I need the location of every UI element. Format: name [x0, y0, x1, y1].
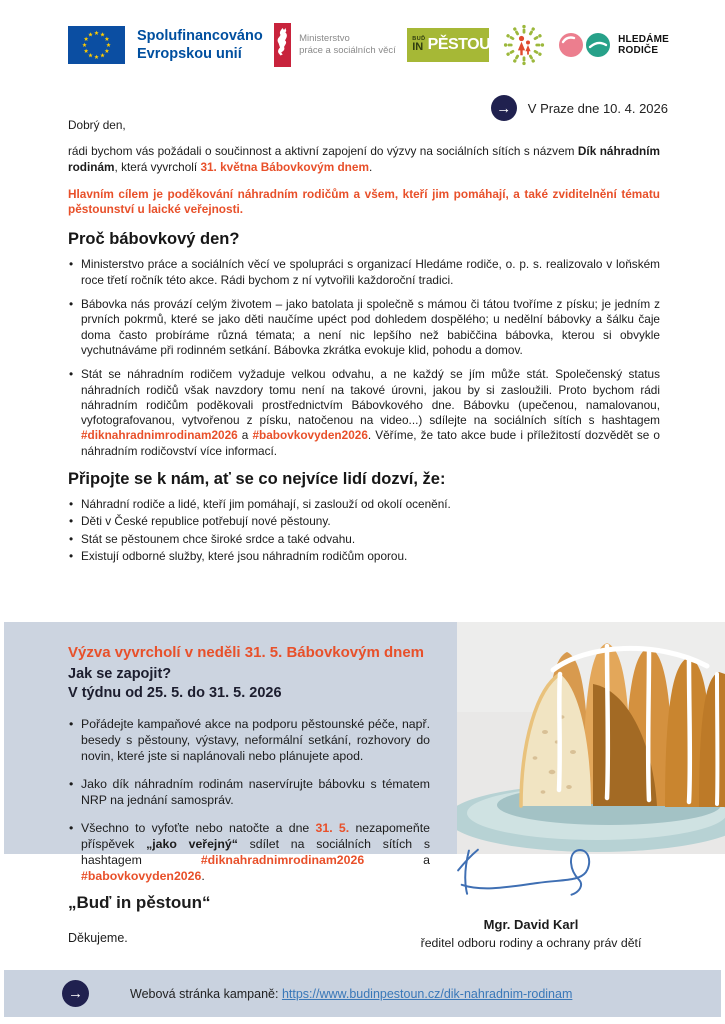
- why-bullet-3-sep: a: [237, 428, 253, 443]
- mpsv-logo-text: [299, 33, 396, 58]
- thanks-text: Děkujeme.: [68, 931, 128, 945]
- header-logos: [68, 22, 669, 68]
- eu-logo-line2: Evropskou unií: [137, 46, 242, 62]
- callout-bullet-1-text: Pořádejte kampaňové akce na podporu pěstounské péče, např. besedy s pěstouny, výstavy, neformální setkání, rozhovory do novin, které jste si naplánovali nebo plánujete apod.: [81, 717, 430, 763]
- why-bullet-3-pre: Stát se náhradním rodičem vyžaduje velkou odvahu, a ne každý se jím může stát. Společenský status náhradních rodičů však navzdory tomu není na takové úrovni, jakou by si zasloužili. Proto bychom rádi náhradním rodičům poděkovali prostřednictvím Bábovkového dne. Bábovku (upečenou, namalovanou, vyfotografovanou, vytvořenou z písku, natočenou na video...) sdílejte na sociálních sítích s hashtagem: [81, 367, 660, 428]
- callout-b3-post: .: [201, 869, 205, 883]
- join-bullet-4-text: Existují odborné služby, které jsou náhradním rodičům oporou.: [81, 548, 408, 563]
- bundt-cake-illustration: [457, 622, 725, 854]
- pestoun-logo-in: IN: [412, 41, 424, 54]
- join-bullet-3-text: Stát se pěstounem chce široké srdce a také odvahu.: [81, 531, 356, 546]
- why-bullet-list: [68, 257, 660, 459]
- join-bullet-2: [68, 514, 660, 529]
- pestoun-logo-bud: BUĎ: [412, 35, 426, 42]
- dateline-text: V Praze dne 10. 4. 2026: [527, 100, 668, 116]
- family-circle-logo-icon: [501, 22, 547, 68]
- arrow-right-icon: →: [62, 980, 89, 1007]
- footer-text: [130, 987, 572, 1001]
- join-bullet-1-text: Náhradní rodiče a lidé, kteří jim pomáhají, si zaslouží od okolí ocenění.: [81, 497, 451, 512]
- mpsv-logo: [274, 23, 396, 67]
- eu-cofunded-logo: [68, 26, 263, 64]
- join-bullet-3: [68, 532, 660, 547]
- join-bullet-4: [68, 549, 660, 564]
- campaign-slogan: „Buď in pěstoun“: [68, 893, 211, 912]
- why-bullet-2: [68, 297, 660, 358]
- callout-bullet-1: [68, 716, 430, 764]
- callout-title: Výzva vyvrcholí v neděli 31. 5. Bábovkovým dnem: [68, 644, 424, 661]
- callout-sub1: Jak se zapojit?: [68, 666, 172, 682]
- callout-b3-sep: a: [364, 853, 430, 867]
- signature-block: [398, 838, 664, 950]
- pestoun-logo-main: PĚSTOUN: [427, 36, 502, 53]
- callout-bullet-2-text: Jako dík náhradním rodinám naservírujte bábovku s tématem NRP na jednání samospráv.: [81, 777, 430, 807]
- hledame-rodice-logo: [558, 31, 669, 59]
- join-bullet-list: [68, 497, 660, 564]
- letter-body: [68, 118, 660, 574]
- hashtag-dik-nahradnim: #diknahradnimrodinam2026: [81, 428, 238, 443]
- bud-in-pestoun-logo-small-text: [412, 37, 425, 54]
- eu-flag-icon: [68, 26, 125, 64]
- callout-b3-mid2: sdílet na sociálních sítích s hashtagem: [81, 837, 430, 867]
- why-bullet-3-post: . Věříme, že tato akce bude i příležitostí dozvědět se o náhradním rodičovství více informací.: [81, 428, 660, 458]
- intro-paragraph: [68, 144, 660, 175]
- callout-b3-date: 31. 5.: [315, 821, 350, 835]
- intro-text-2: , která vyvrcholí: [114, 159, 201, 174]
- arrow-right-icon: →: [491, 95, 517, 121]
- callout-bullet-list: [68, 716, 430, 884]
- callout-box: [4, 622, 725, 883]
- bundt-cake-photo: [457, 622, 725, 854]
- eu-logo-text: [137, 27, 263, 63]
- callout-hashtag-2: #babovkovyden2026: [81, 869, 202, 883]
- footer-label: Webová stránka kampaně:: [130, 986, 282, 1001]
- czech-lion-icon: [274, 23, 291, 67]
- callout-text-column: [68, 643, 430, 896]
- signer-name: Mgr. David Karl: [483, 917, 579, 932]
- why-bullet-3: [68, 367, 660, 459]
- hledame-rodice-text: [618, 34, 669, 57]
- intro-text-1: rádi bychom vás požádali o součinnost a aktivní zapojení do výzvy na sociálních sítích s názvem: [68, 144, 578, 159]
- signer-role: ředitel odboru rodiny a ochrany práv dětí: [420, 936, 642, 950]
- hledame-line1: HLEDÁME: [618, 33, 669, 45]
- join-heading: Připojte se k nám, ať se co nejvíce lidí dozví, že:: [68, 470, 446, 489]
- intro-text-3: .: [368, 159, 373, 174]
- callout-b3-pre: Všechno to vyfoťte nebo natočte a dne: [81, 821, 316, 835]
- hledame-line2: RODIČE: [618, 45, 659, 56]
- why-bullet-1: [68, 257, 660, 288]
- intro-campaign-name: Dík náhradním rodinám: [68, 144, 660, 174]
- join-bullet-2-text: Děti v České republice potřebují nové pěstouny.: [81, 514, 331, 529]
- intro-date-highlight: 31. května Bábovkovým dnem: [200, 159, 369, 174]
- callout-sub2: V týdnu od 25. 5. do 31. 5. 2026: [68, 685, 282, 701]
- callout-b3-mid: nezapomeňte příspěvek: [81, 821, 430, 851]
- callout-b3-quoted: „jako veřejný“: [146, 837, 238, 851]
- eu-logo-line1: Spolufinancováno: [137, 27, 263, 44]
- mpsv-logo-line2: práce a sociálních věcí: [299, 45, 396, 56]
- campaign-website-link[interactable]: https://www.budinpestoun.cz/dik-nahradnim-rodinam: [281, 986, 573, 1001]
- why-bullet-2-text: Bábovka nás provází celým životem – jako batolata ji společně s mámou či tátou tvoříme z písku; je jedním z prvních pokrmů, které se jako děti naučíme upéct pod dohledem dospělého; u nedělní bábovky a šálku čaje doma často probíráme různá témata; a není nic lepšího než babiččina bábovka, kterou si obvykle vychutnáváme při rodinném setkání. Bábovka zkrátka evokuje klid, pohodu a domov.: [81, 297, 660, 357]
- why-bullet-1-text: Ministerstvo práce a sociálních věcí ve spolupráci s organizací Hledáme rodiče, o. p. s. realizovalo v loňském roce třetí ročník této akce. Rádi bychom z ní vytvořili každoroční tradici.: [81, 257, 660, 287]
- bud-in-pestoun-logo: [407, 28, 502, 62]
- footer-bar: [4, 970, 721, 1017]
- mpsv-logo-line1: Ministerstvo: [299, 32, 350, 44]
- join-bullet-1: [68, 497, 660, 512]
- why-heading: Proč bábovkový den?: [68, 230, 240, 249]
- signature-icon: [436, 838, 626, 910]
- callout-bullet-2: [68, 776, 430, 808]
- goal-paragraph: Hlavním cílem je poděkování náhradním rodičům a všem, kteří jim pomáhají, a také zviditelnění tématu pěstounství u laické veřejnosti.: [68, 186, 660, 217]
- hledame-rodice-icon: [558, 31, 612, 59]
- hashtag-babovkovy-den: #babovkovyden2026: [252, 428, 368, 443]
- callout-hashtag-1: #diknahradnimrodinam2026: [200, 853, 365, 867]
- greeting: Dobrý den,: [68, 118, 126, 132]
- callout-bullet-3: [68, 820, 430, 884]
